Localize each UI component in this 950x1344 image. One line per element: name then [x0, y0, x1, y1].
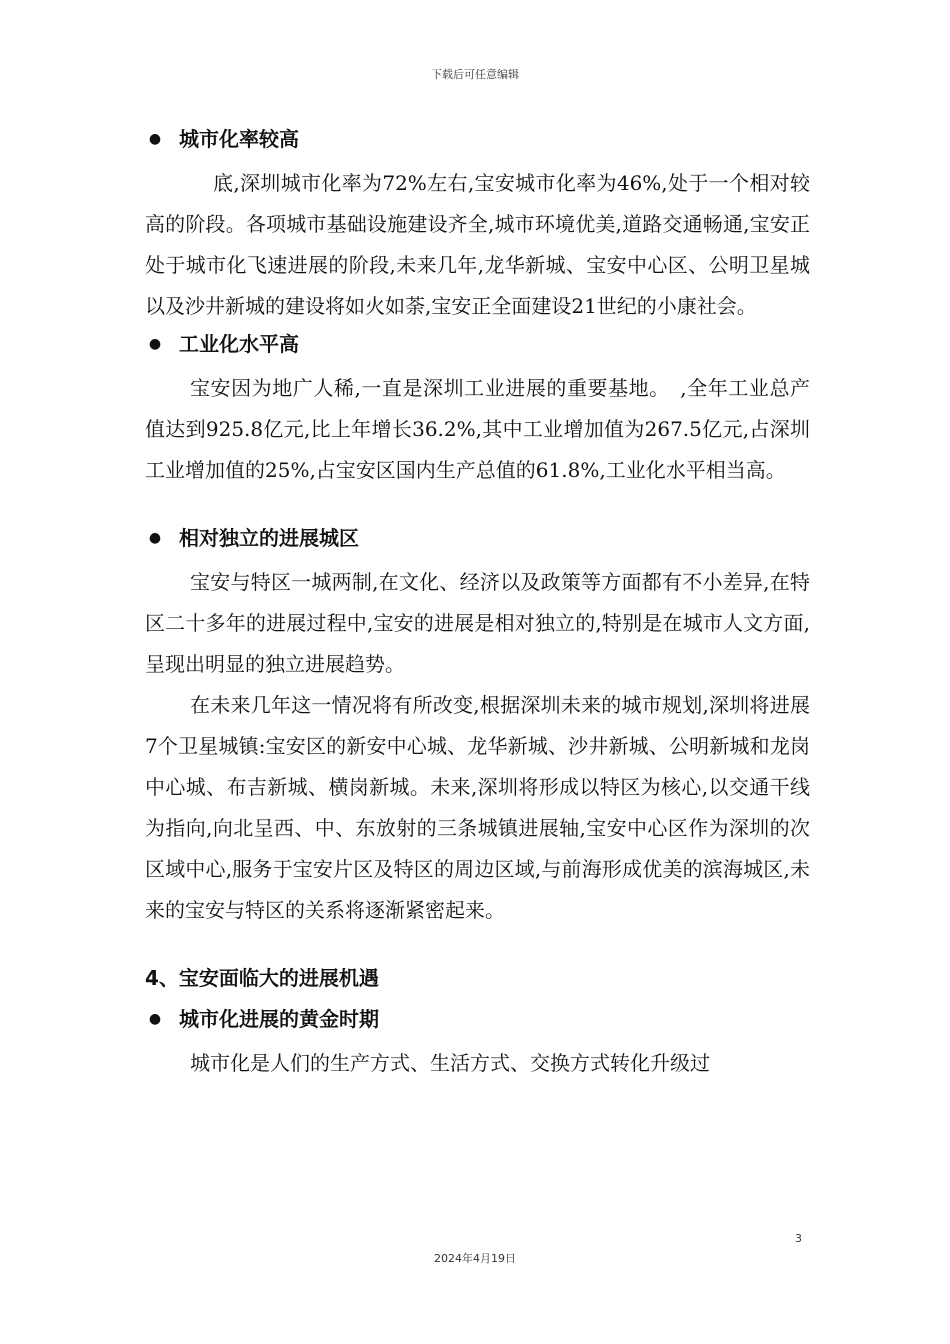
section-heading-golden-period: [145, 1002, 810, 1036]
document-body: [145, 122, 810, 1084]
footer-date: 2024年4月19日: [434, 1252, 516, 1265]
paragraph-independent-district-1: 宝安与特区一城两制,在文化、经济以及政策等方面都有不小差异,在特区二十多年的进展过程中,宝安的进展是相对独立的,特别是在城市人文方面,呈现出明显的独立进展趋势。: [145, 570, 810, 676]
bullet-icon: ●: [148, 530, 162, 546]
heading-text: 城市化进展的黄金时期: [179, 1007, 379, 1031]
heading-text: 城市化率较高: [179, 127, 299, 151]
paragraph-independent-district-2: 在未来几年这一情况将有所改变,根据深圳未来的城市规划,深圳将进展7个卫星城镇:宝安区的新安中心城、龙华新城、沙井新城、公明新城和龙岗中心城、布吉新城、横岗新城。未来,深圳将形成以特区为核心,以交通干线为指向,向北呈西、中、东放射的三条城镇进展轴,宝安中心区作为深圳的次区域中心,服务于宝安片区及特区的周边区域,与前海形成优美的滨海城区,未来的宝安与特区的关系将逐渐紧密起来。: [145, 693, 810, 922]
paragraph-golden-period: 城市化是人们的生产方式、生活方式、交换方式转化升级过: [190, 1051, 710, 1075]
paragraph-industrialization: 宝安因为地广人稀,一直是深圳工业进展的重要基地。 ,全年工业总产值达到925.8亿元,比上年增长36.2%,其中工业增加值为267.5亿元,占深圳工业增加值的25%,占宝安区国内生产总值的61.8%,工业化水平相当高。: [145, 376, 810, 482]
section-heading-development-opportunity: 4、宝安面临大的进展机遇: [145, 966, 379, 990]
page-number: 3: [795, 1232, 802, 1245]
bullet-icon: ●: [148, 336, 162, 352]
bullet-icon: ●: [148, 131, 162, 147]
section-heading-independent-district: [145, 521, 810, 555]
page-header: 下载后可任意编辑: [431, 68, 519, 81]
bullet-icon: ●: [148, 1011, 162, 1027]
section-heading-industrialization: [145, 327, 810, 361]
heading-text: 工业化水平高: [179, 332, 299, 356]
paragraph-urbanization-rate: 底,深圳城市化率为72%左右,宝安城市化率为46%,处于一个相对较高的阶段。各项城市基础设施建设齐全,城市环境优美,道路交通畅通,宝安正处于城市化飞速进展的阶段,未来几年,龙华新城、宝安中心区、公明卫星城以及沙井新城的建设将如火如荼,宝安正全面建设21世纪的小康社会。: [145, 171, 810, 318]
heading-text: 相对独立的进展城区: [179, 526, 359, 550]
section-heading-urbanization-rate: [145, 122, 810, 156]
